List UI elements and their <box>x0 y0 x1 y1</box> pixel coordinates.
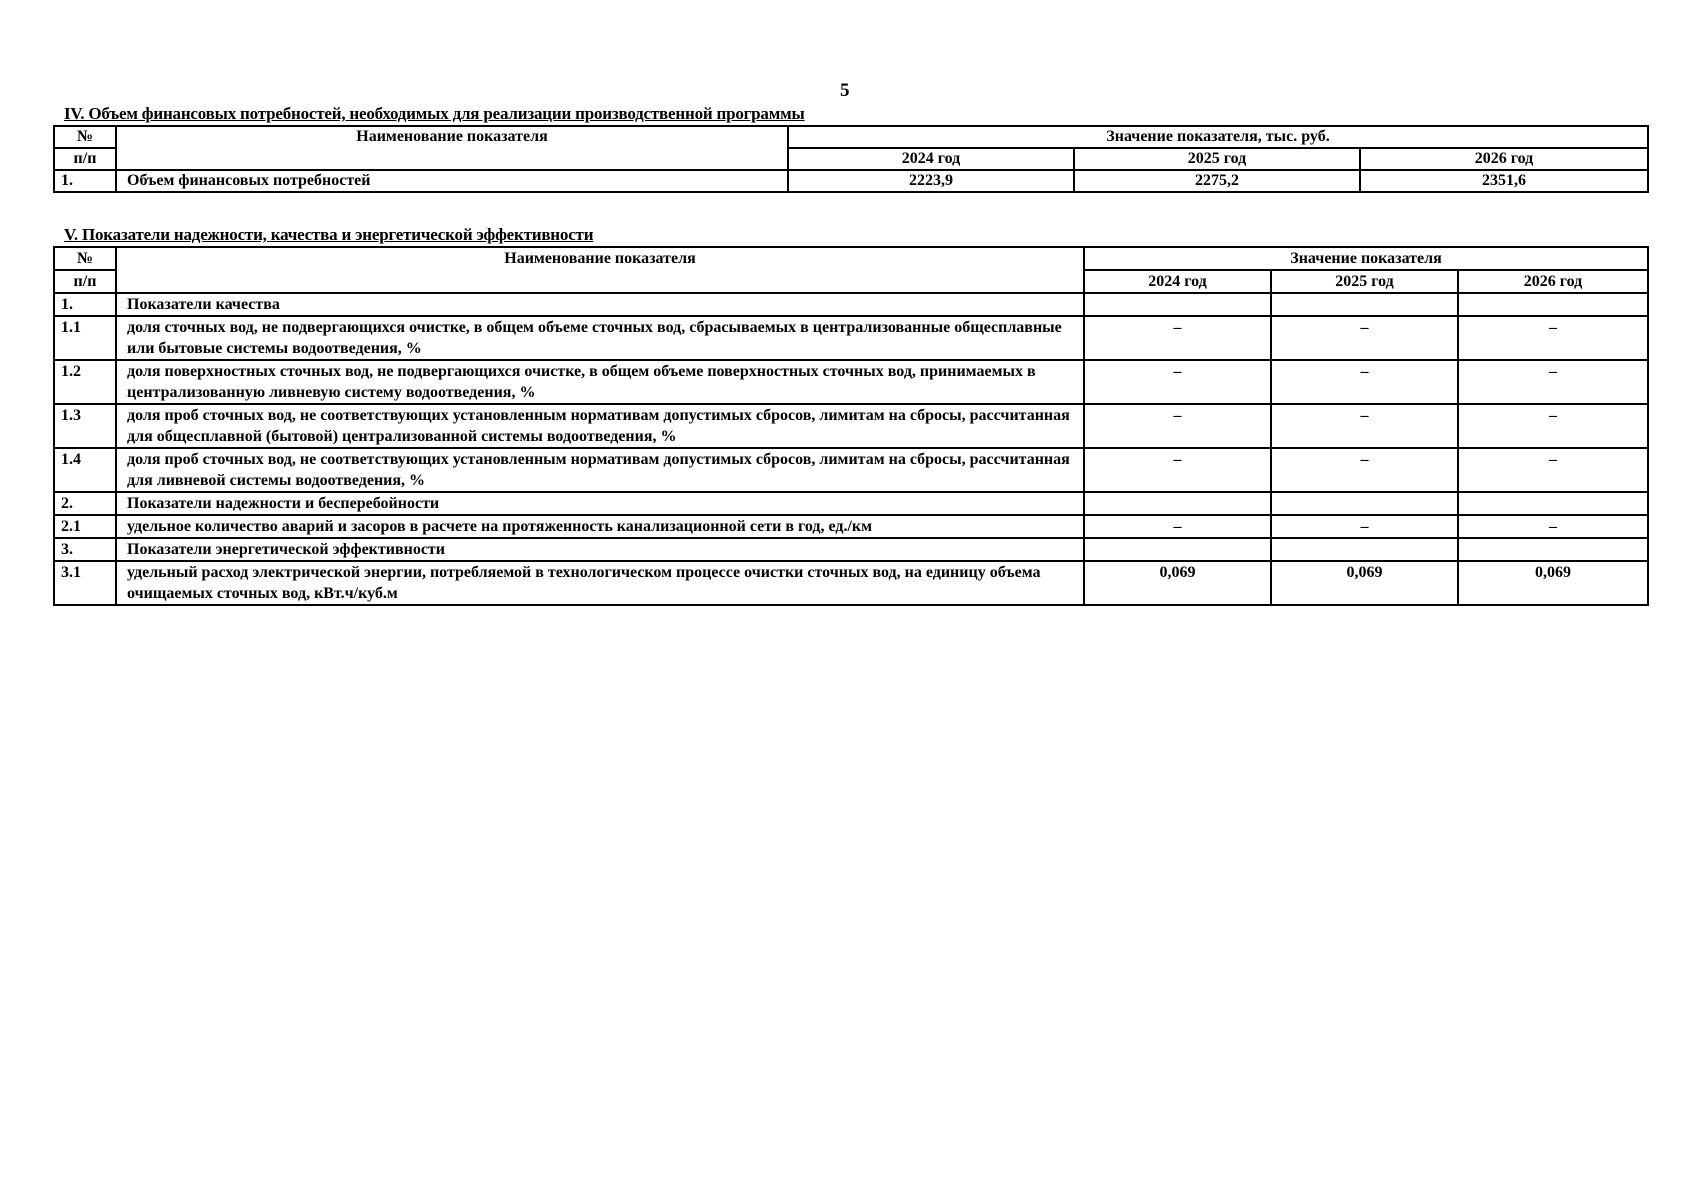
row-value-2025 <box>1271 492 1458 515</box>
row-value-2026: – <box>1458 404 1648 448</box>
row-value-2024 <box>1084 538 1271 561</box>
row-number: 2.1 <box>54 515 116 538</box>
table-row <box>54 293 1648 316</box>
table-row <box>54 538 1648 561</box>
row-value-2026: – <box>1458 448 1648 492</box>
col-header-year: 2024 год <box>788 148 1074 170</box>
table-row <box>54 492 1648 515</box>
row-value-2026: – <box>1458 360 1648 404</box>
row-number: 1.2 <box>54 360 116 404</box>
row-value-2026 <box>1458 492 1648 515</box>
col-header-name: Наименование показателя <box>116 247 1084 293</box>
row-value-2025: – <box>1271 448 1458 492</box>
row-number: 2. <box>54 492 116 515</box>
row-name: Показатели надежности и бесперебойности <box>116 492 1084 515</box>
col-header-no: № <box>54 126 116 148</box>
row-number: 1. <box>54 293 116 316</box>
row-value-2025 <box>1271 538 1458 561</box>
table-header-row <box>54 126 1648 148</box>
row-value-2024: 0,069 <box>1084 561 1271 605</box>
col-header-year: 2024 год <box>1084 270 1271 293</box>
col-header-year: 2026 год <box>1458 270 1648 293</box>
row-name: Объем финансовых потребностей <box>116 170 788 192</box>
table-body <box>54 293 1648 605</box>
row-name: доля поверхностных сточных вод, не подвергающихся очистке, в общем объеме поверхностных сточных вод, принимаемых в централизованную ливневую систему водоотведения, % <box>116 360 1084 404</box>
row-value-2024: – <box>1084 448 1271 492</box>
reliability-quality-table <box>53 246 1649 606</box>
row-value-2026: – <box>1458 316 1648 360</box>
row-name: доля сточных вод, не подвергающихся очистке, в общем объеме сточных вод, сбрасываемых в централизованные общесплавные или бытовые системы водоотведения, % <box>116 316 1084 360</box>
section-iv-title: IV. Объем финансовых потребностей, необходимых для реализации производственной программы <box>64 104 805 123</box>
row-value-2025: – <box>1271 360 1458 404</box>
row-name: Показатели энергетической эффективности <box>116 538 1084 561</box>
col-header-year: 2025 год <box>1074 148 1360 170</box>
row-number: 1.1 <box>54 316 116 360</box>
row-value-2024: 2223,9 <box>788 170 1074 192</box>
row-value-2025: – <box>1271 404 1458 448</box>
row-value-2025: 2275,2 <box>1074 170 1360 192</box>
table-row <box>54 404 1648 448</box>
row-value-2026: 0,069 <box>1458 561 1648 605</box>
row-number: 3. <box>54 538 116 561</box>
table-row <box>54 316 1648 360</box>
row-value-2025: 0,069 <box>1271 561 1458 605</box>
table-row <box>54 170 1648 192</box>
row-value-2025: – <box>1271 515 1458 538</box>
table-row <box>54 561 1648 605</box>
page-number: 5 <box>840 80 850 101</box>
table-row <box>54 360 1648 404</box>
row-number: 1. <box>54 170 116 192</box>
row-name: Показатели качества <box>116 293 1084 316</box>
col-header-year: 2026 год <box>1360 148 1648 170</box>
col-header-value-group: Значение показателя, тыс. руб. <box>788 126 1648 148</box>
col-header-value-group: Значение показателя <box>1084 247 1648 270</box>
row-number: 1.3 <box>54 404 116 448</box>
row-value-2024 <box>1084 293 1271 316</box>
row-value-2024: – <box>1084 316 1271 360</box>
col-header-no-line2: п/п <box>54 148 116 170</box>
row-value-2026 <box>1458 293 1648 316</box>
row-value-2024: – <box>1084 404 1271 448</box>
col-header-name: Наименование показателя <box>116 126 788 170</box>
row-name: доля проб сточных вод, не соответствующих установленным нормативам допустимых сбросов, лимитам на сбросы, рассчитанная для ливневой системы водоотведения, % <box>116 448 1084 492</box>
section-v-title: V. Показатели надежности, качества и энергетической эффективности <box>64 225 594 244</box>
table-header-row <box>54 247 1648 270</box>
row-value-2024 <box>1084 492 1271 515</box>
row-value-2025 <box>1271 293 1458 316</box>
col-header-no: № <box>54 247 116 270</box>
row-number: 3.1 <box>54 561 116 605</box>
row-name: удельное количество аварий и засоров в расчете на протяженность канализационной сети в год, ед./км <box>116 515 1084 538</box>
row-name: удельный расход электрической энергии, потребляемой в технологическом процессе очистки сточных вод, на единицу объема очищаемых сточных вод, кВт.ч/куб.м <box>116 561 1084 605</box>
row-number: 1.4 <box>54 448 116 492</box>
col-header-year: 2025 год <box>1271 270 1458 293</box>
row-value-2026: – <box>1458 515 1648 538</box>
col-header-no-line2: п/п <box>54 270 116 293</box>
financial-needs-table <box>53 125 1649 193</box>
row-value-2024: – <box>1084 515 1271 538</box>
row-name: доля проб сточных вод, не соответствующих установленным нормативам допустимых сбросов, лимитам на сбросы, рассчитанная для общесплавной (бытовой) централизованной системы водоотведения, % <box>116 404 1084 448</box>
row-value-2024: – <box>1084 360 1271 404</box>
row-value-2025: – <box>1271 316 1458 360</box>
table-row <box>54 448 1648 492</box>
table-row <box>54 515 1648 538</box>
row-value-2026: 2351,6 <box>1360 170 1648 192</box>
row-value-2026 <box>1458 538 1648 561</box>
